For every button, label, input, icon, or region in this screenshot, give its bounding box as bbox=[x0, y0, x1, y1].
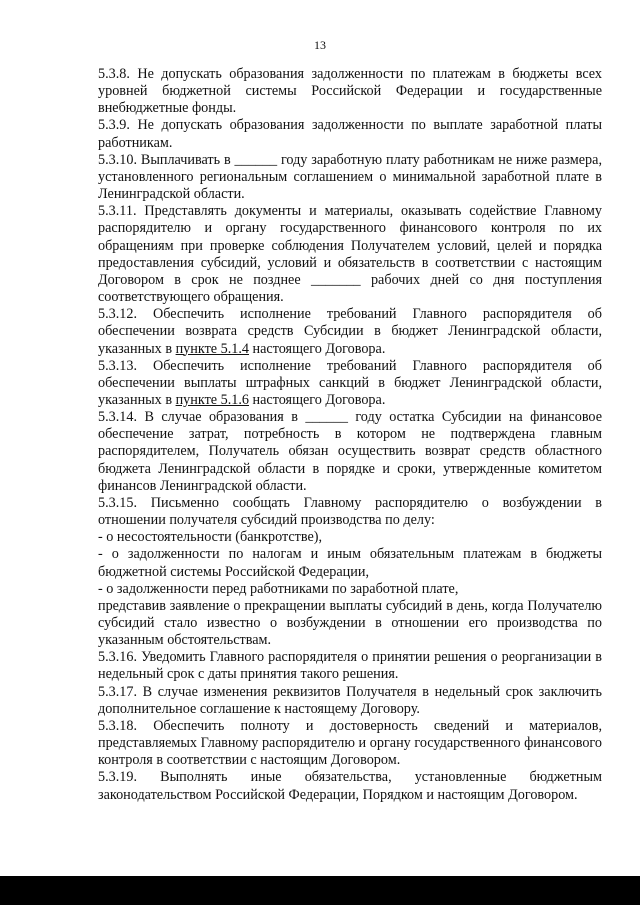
paragraph-5-3-18: 5.3.18. Обеспечить полноту и достоверность сведений и материалов, представляемых Главному распорядителю и органу государственного финансового контроля в соответствии с настоящим Договором. bbox=[98, 717, 602, 769]
paragraph-5-3-10: 5.3.10. Выплачивать в ______ году заработную плату работникам не ниже размера, установленного региональным соглашением о минимальной заработной плате в Ленинградской области. bbox=[98, 151, 602, 203]
list-item-bankruptcy: - о несостоятельности (банкротстве), bbox=[98, 529, 323, 546]
document-body bbox=[98, 66, 602, 804]
list-item-wage-debt: - о задолженности перед работниками по заработной плате, bbox=[98, 580, 459, 597]
scan-bottom-border bbox=[0, 876, 640, 905]
clause-link-5-1-4[interactable]: пункте 5.1.4 bbox=[175, 340, 249, 357]
paragraph-5-3-8: 5.3.8. Не допускать образования задолженности по платежам в бюджеты всех уровней бюджетной системы Российской Федерации и государственные внебюджетные фонды. bbox=[98, 66, 602, 117]
clause-link-5-1-6[interactable]: пункте 5.1.6 bbox=[175, 391, 249, 408]
paragraph-5-3-12 bbox=[98, 306, 602, 357]
paragraph-5-3-14: 5.3.14. В случае образования в ______ году остатка Субсидии на финансовое обеспечение затрат, потребность в котором не подтверждена главным распорядителем, Получатель обязан осуществить возврат средств областного бюджета Ленинградской области в порядке и сроки, утвержденные комитетом финансов Ленинградской области. bbox=[98, 409, 602, 494]
paragraph-text: настоящего Договора. bbox=[248, 340, 386, 357]
paragraph-text: 5.3.12. Обеспечить исполнение требований Главного распорядителя об обеспечении возврата средств Субсидии в бюджет Ленинградской области, указанных в bbox=[98, 306, 602, 357]
list-item-tax-debt: - о задолженности по налогам и иным обязательным платежам в бюджеты бюджетной системы Российской Федерации, bbox=[98, 546, 602, 580]
paragraph-statement: представив заявление о прекращении выплаты субсидий в день, когда Получателю субсидий стало известно о возбуждении в отношении его производства по указанным обстоятельствам. bbox=[98, 597, 602, 649]
paragraph-5-3-13 bbox=[98, 358, 602, 409]
paragraph-5-3-16: 5.3.16. Уведомить Главного распорядителя о принятии решения о реорганизации в недельный срок с даты принятия такого решения. bbox=[98, 649, 602, 683]
page-number: 13 bbox=[314, 38, 326, 52]
paragraph-text: настоящего Договора. bbox=[248, 391, 386, 408]
paragraph-5-3-17: 5.3.17. В случае изменения реквизитов Получателя в недельный срок заключить дополнительное соглашение к настоящему Договору. bbox=[98, 683, 602, 717]
paragraph-5-3-9: 5.3.9. Не допускать образования задолженности по выплате заработной платы работникам. bbox=[98, 117, 602, 151]
paragraph-5-3-11: 5.3.11. Представлять документы и материалы, оказывать содействие Главному распорядителю и органу государственного финансового контроля по их обращениям при проверке соблюдения Получателем условий, целей и порядка предоставления субсидий, условий и обязательств в соответствии с настоящим Договором в срок не позднее _______ рабочих дней со дня поступления соответствующего обращения. bbox=[98, 203, 602, 306]
paragraph-5-3-15: 5.3.15. Письменно сообщать Главному распорядителю о возбуждении в отношении получателя субсидий производства по делу: bbox=[98, 494, 602, 529]
paragraph-text: 5.3.13. Обеспечить исполнение требований Главного распорядителя об обеспечении выплаты штрафных санкций в бюджет Ленинградской области, указанных в bbox=[98, 357, 602, 408]
paragraph-5-3-19: 5.3.19. Выполнять иные обязательства, установленные бюджетным законодательством Российской Федерации, Порядком и настоящим Договором. bbox=[98, 769, 602, 803]
